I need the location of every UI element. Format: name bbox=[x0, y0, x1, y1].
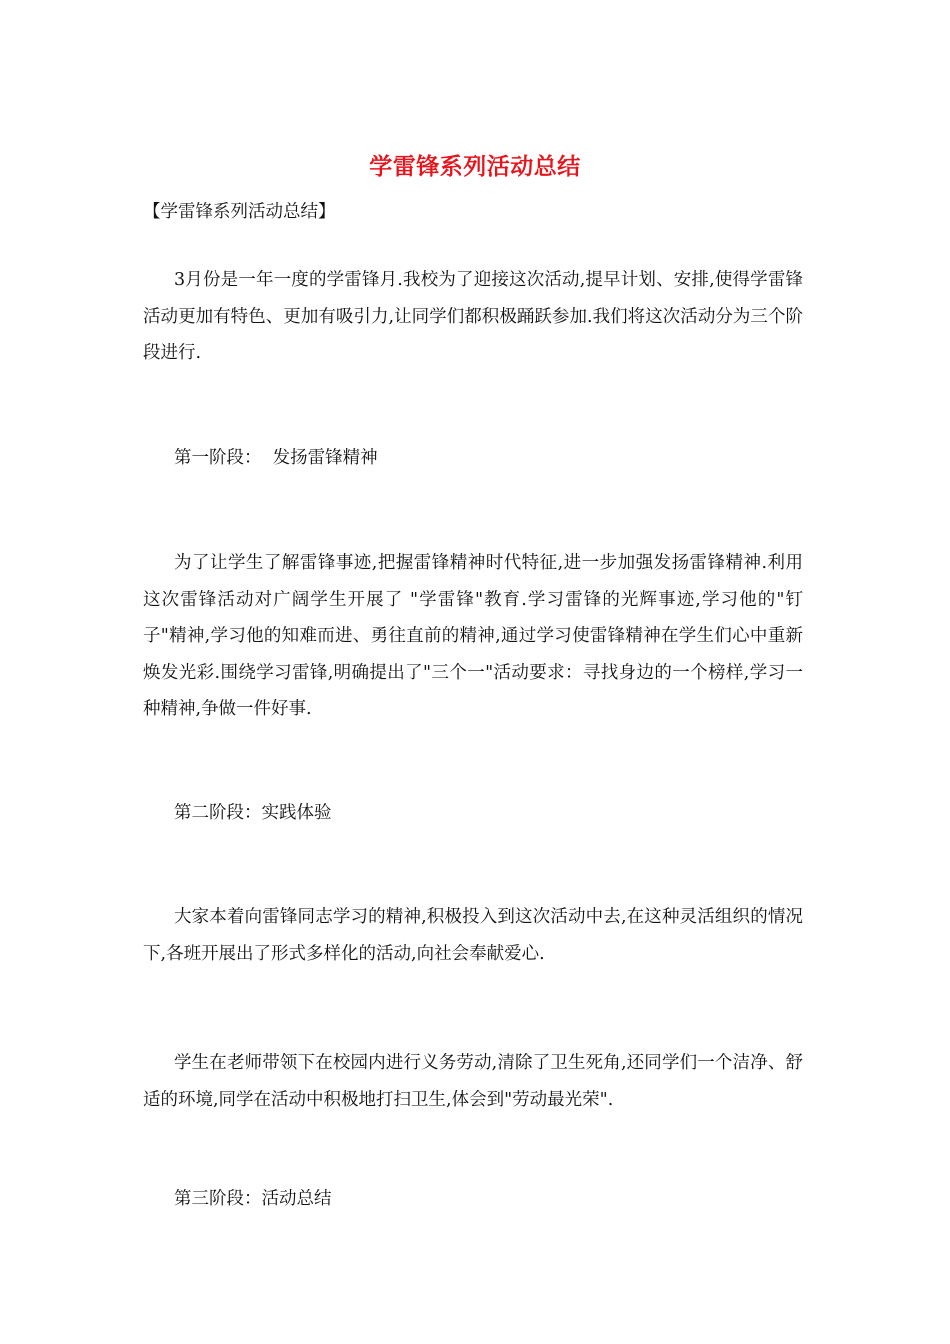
paragraph-stage-one: 为了让学生了解雷锋事迹,把握雷锋精神时代特征,进一步加强发扬雷锋精神.利用这次雷锋活动对广阔学生开展了 "学雷锋"教育.学习雷锋的光辉事迹,学习他的"钉子"精神,学习他的知难而进、勇往直前的精神,通过学习使雷锋精神在学生们心中重新焕发光彩.围绕学习雷锋,明确提出了"三个一"活动要求：寻找身边的一个榜样,学习一种精神,争做一件好事. bbox=[143, 553, 803, 719]
heading-stage-two: 第二阶段：实践体验 bbox=[174, 803, 332, 823]
paragraph-stage-two-b: 学生在老师带领下在校园内进行义务劳动,清除了卫生死角,还同学们一个洁净、舒适的环境,同学在活动中积极地打扫卫生,体会到"劳动最光荣". bbox=[143, 1053, 803, 1110]
heading-stage-one: 第一阶段： 发扬雷锋精神 bbox=[174, 448, 378, 468]
paragraph-intro: 3月份是一年一度的学雷锋月.我校为了迎接这次活动,提早计划、安排,使得学雷锋活动更加有特色、更加有吸引力,让同学们都积极踊跃参加.我们将这次活动分为三个阶段进行. bbox=[143, 270, 803, 363]
document-subtitle: 【学雷锋系列活动总结】 bbox=[143, 202, 336, 222]
paragraph-stage-two-a: 大家本着向雷锋同志学习的精神,积极投入到这次活动中去,在这种灵活组织的情况下,各班开展出了形式多样化的活动,向社会奉献爱心. bbox=[143, 907, 803, 964]
heading-stage-three: 第三阶段：活动总结 bbox=[174, 1189, 332, 1209]
document-title: 学雷锋系列活动总结 bbox=[369, 153, 581, 180]
